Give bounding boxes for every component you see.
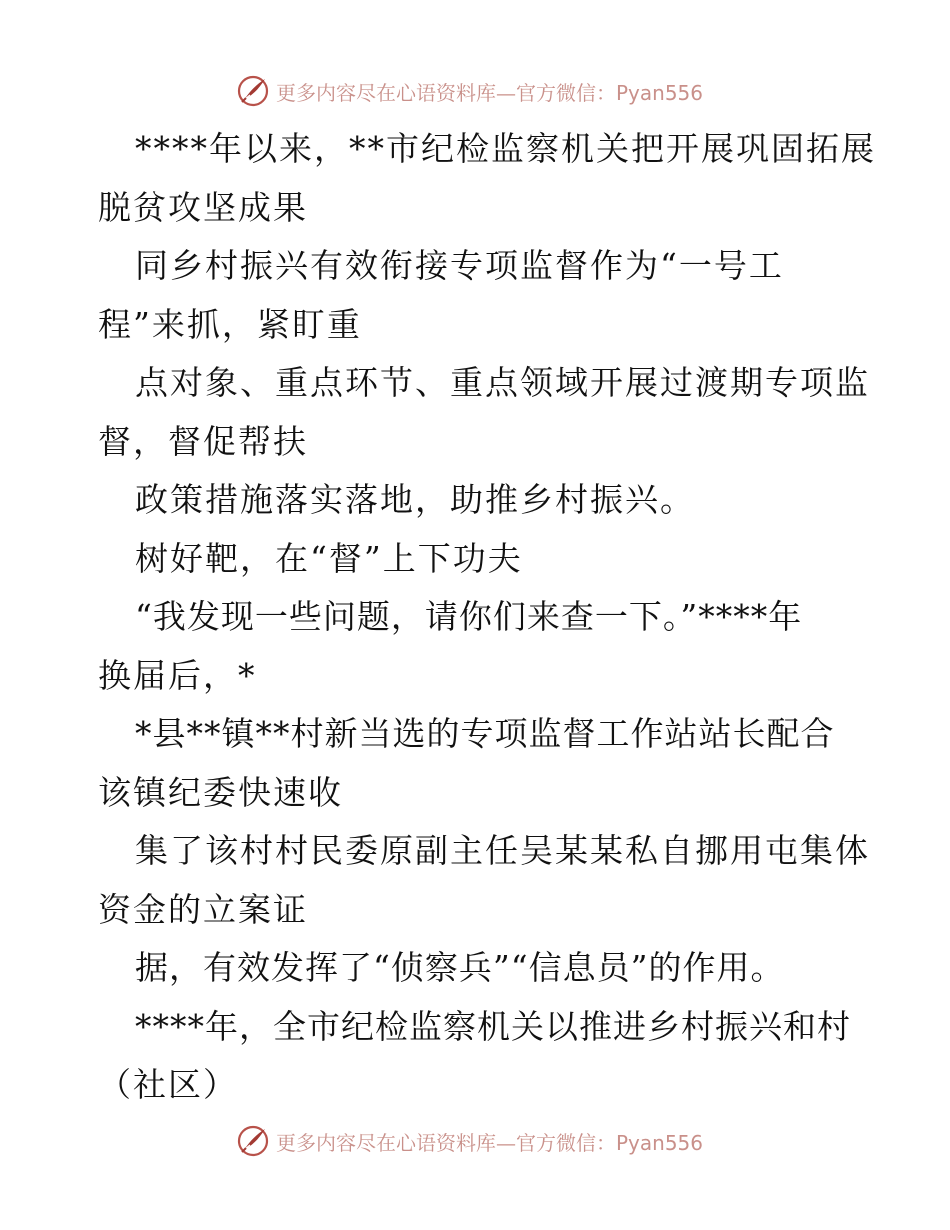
text-line: 督，督促帮扶 [98,421,308,461]
header-brand-text: 更多内容尽在心语资料库—官方微信： [276,80,616,105]
text-line: 换届后，* [98,655,257,695]
feather-pen-logo-icon [236,1124,270,1158]
text-line: 据，有效发挥了“侦察兵”“信息员”的作用。 [135,948,785,987]
footer-banner-text [276,1127,703,1156]
footer-brand-text: 更多内容尽在心语资料库—官方微信： [276,1130,616,1155]
text-line: ****年以来，**市纪检监察机关把开展巩固拓展 [135,129,876,168]
text-line: 资金的立案证 [98,889,308,929]
text-line: ****年，全市纪检监察机关以推进乡村振兴和村 [135,1006,851,1046]
header-wechat-id: Pyan556 [616,80,704,105]
header-banner-text [276,77,703,106]
text-line: 树好靶，在“督”上下功夫 [135,538,523,578]
footer-banner [236,1124,716,1158]
header-banner [236,74,716,108]
footer-wechat-id: Pyan556 [616,1130,704,1155]
text-line: 集了该村村民委原副主任吴某某私自挪用屯集体 [135,831,870,870]
document-body [98,120,876,1115]
text-line: 政策措施落实落地，助推乡村振兴。 [135,480,695,519]
text-line: “我发现一些问题，请你们来查一下。”****年 [135,597,803,636]
text-line: 同乡村振兴有效衔接专项监督作为“一号工 [135,246,784,285]
text-line: 点对象、重点环节、重点领域开展过渡期专项监 [135,363,870,402]
text-line: 程”来抓，紧盯重 [98,304,362,344]
text-line: *县**镇**村新当选的专项监督工作站站长配合 [135,714,835,753]
text-line: 该镇纪委快速收 [98,772,343,812]
text-line: 脱贫攻坚成果 [98,187,308,227]
feather-pen-logo-icon [236,74,270,108]
text-line: （社区） [98,1065,238,1104]
